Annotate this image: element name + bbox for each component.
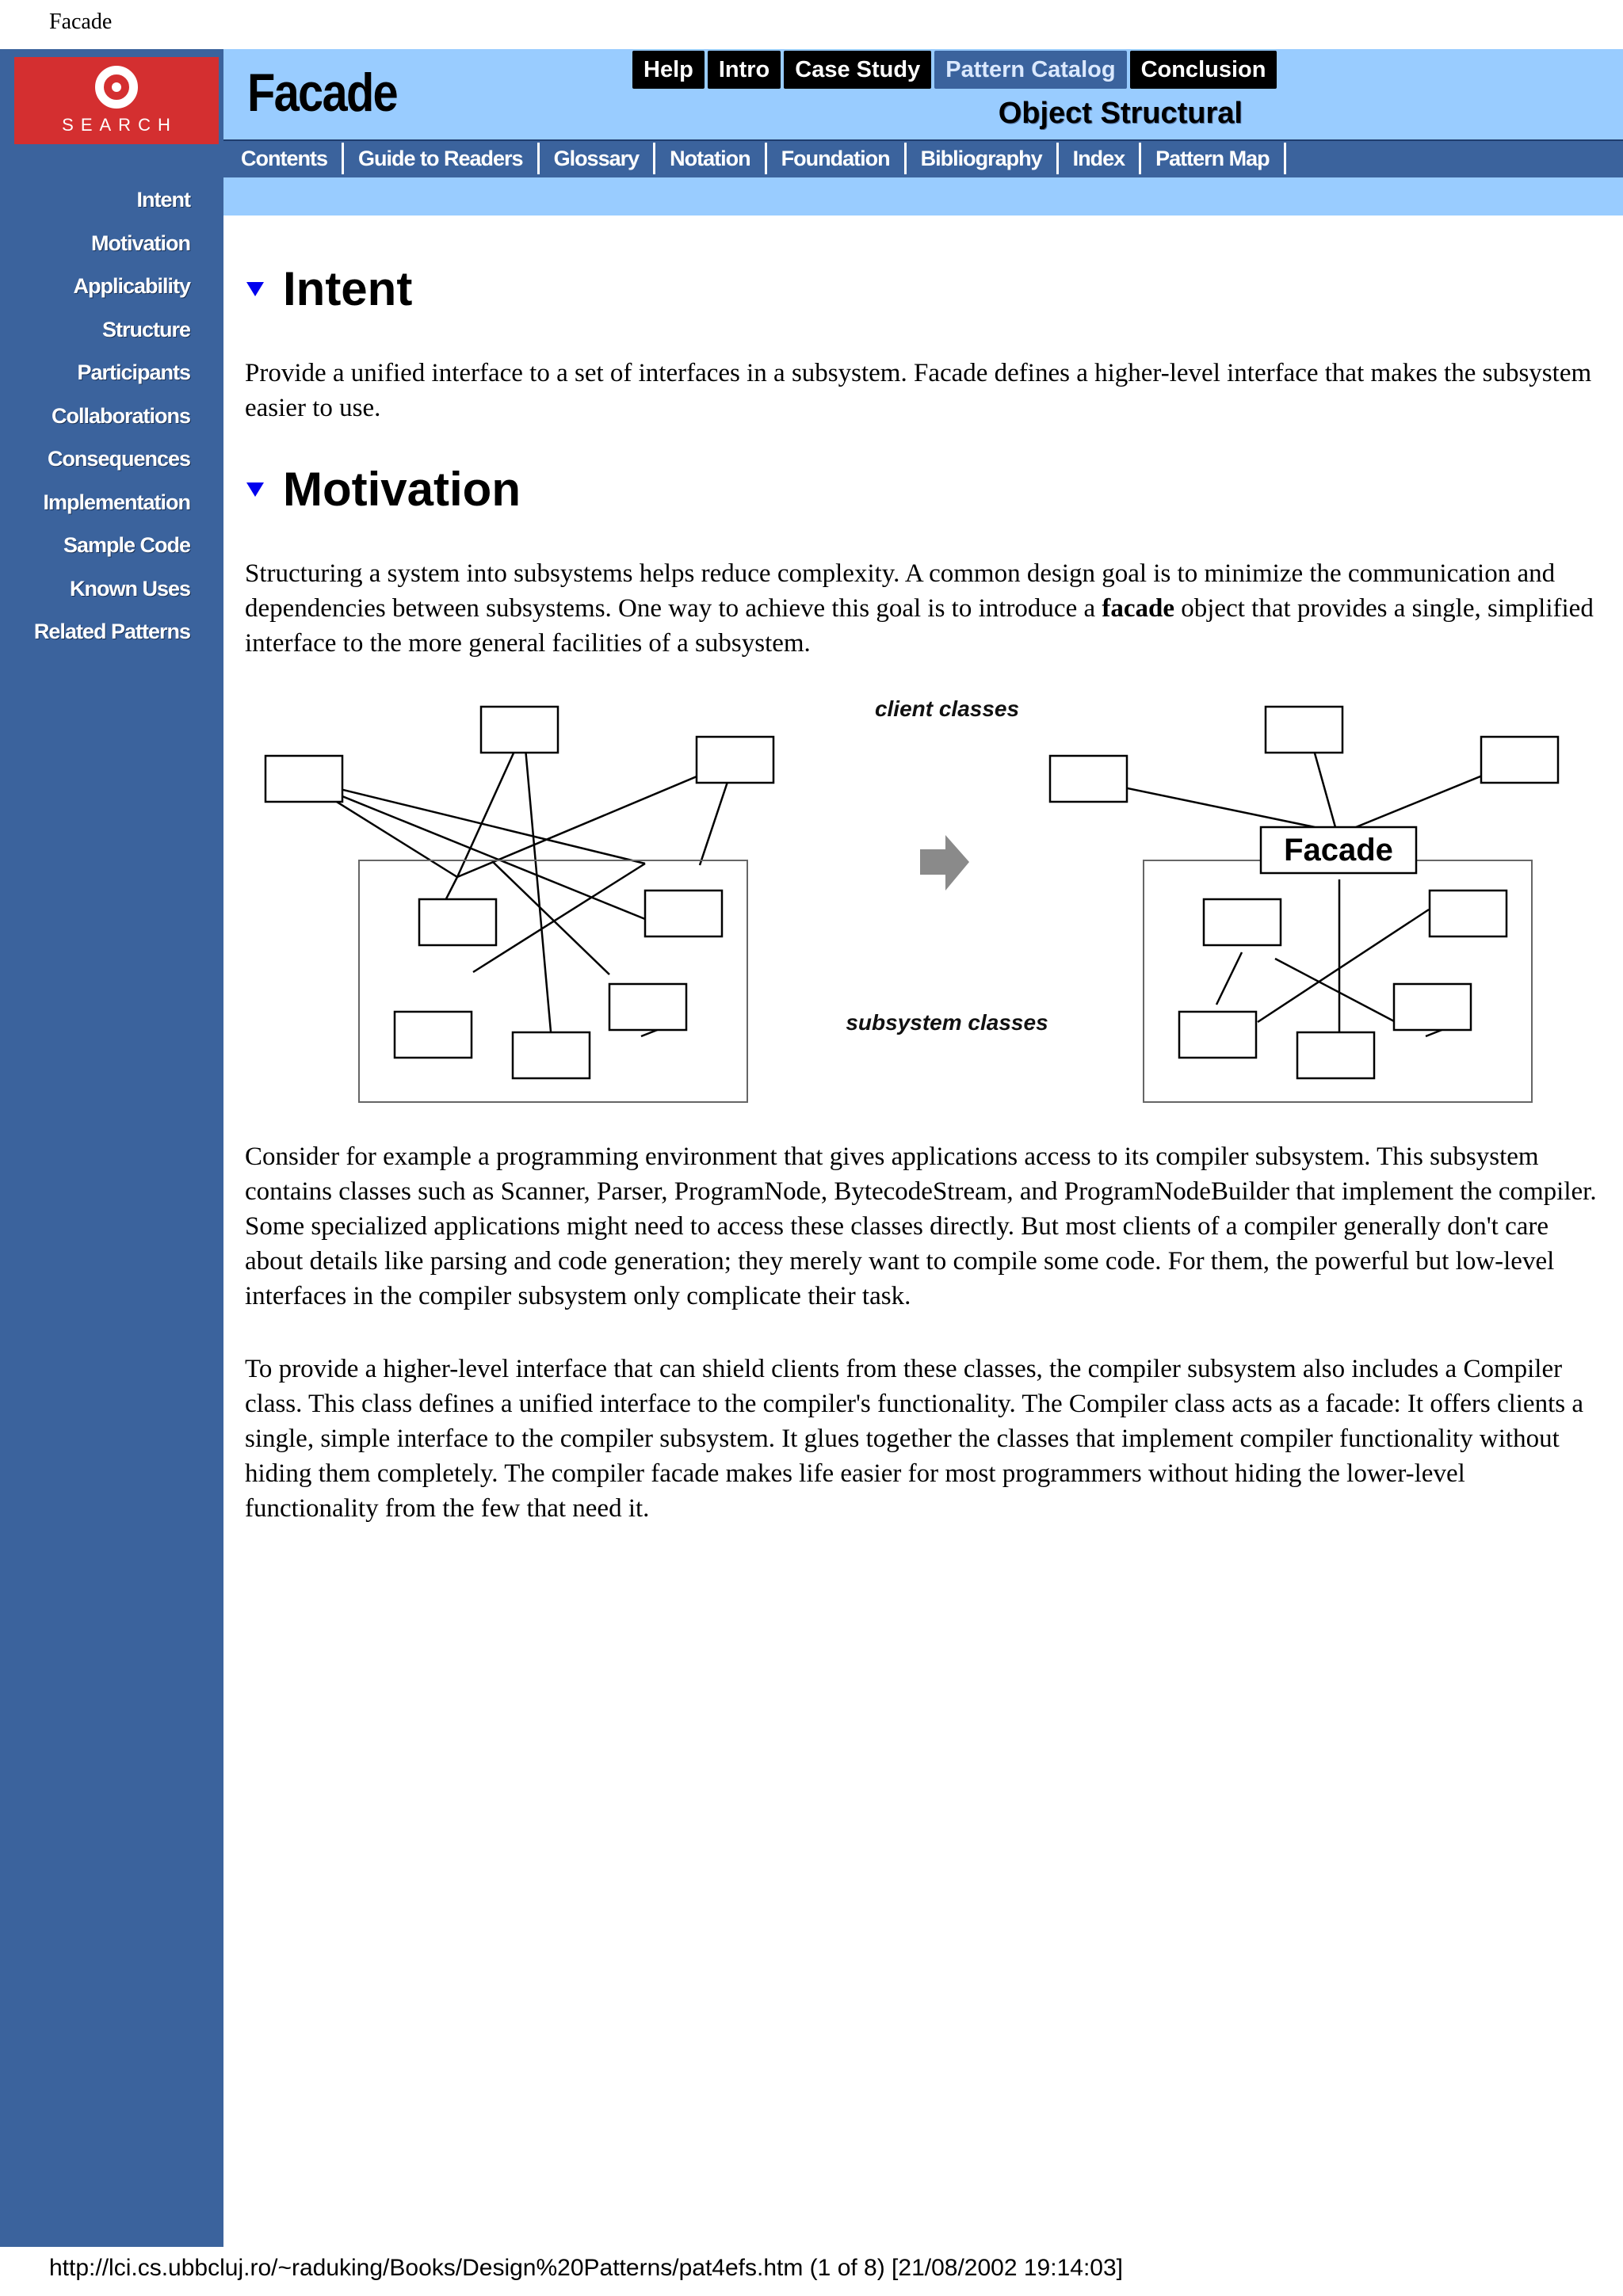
class-box: [419, 899, 496, 945]
diagram-line: [492, 861, 609, 974]
paragraph-compiler-facade: To provide a higher-level interface that can shield clients from these classes, the compiler subsystem also includes a Compiler class. This class defines a unified interface to the compiler's functionality. The Compiler class acts as a facade: It offers clients a single, simple interface to the compiler subsystem. It glues together the classes that implement compiler functionality without hiding them completely. The compiler facade makes life easier for most programmers without hiding the lower-level functionality from the few that need it.: [245, 1355, 1583, 1523]
sidebar-item-structure[interactable]: Structure: [101, 317, 190, 341]
arrow-right-icon: [920, 835, 969, 891]
class-box: [609, 984, 686, 1030]
sidebar-item-collaborations[interactable]: Collaborations: [51, 403, 190, 428]
sidebar-item-applicability[interactable]: Applicability: [73, 274, 190, 298]
subnav-pattern-map[interactable]: Pattern Map: [1141, 143, 1286, 174]
paragraph-compiler-example: Consider for example a programming environment that gives applications access to its compiler subsystem. This subsystem contains classes such as Scanner, Parser, ProgramNode, BytecodeStream, and ProgramNodeBuilder that implement the compiler. Some specialized applications might need to access these classes directly. But most clients of a compiler generally don't care about details like parsing and code generation; they merely want to compile some code. For them, the powerful but low-level interfaces in the compiler subsystem only complicate their task.: [245, 1142, 1597, 1310]
class-box: [1266, 707, 1342, 753]
motivation-text: [245, 556, 1604, 661]
subnav-guide-to-readers[interactable]: Guide to Readers: [344, 143, 540, 174]
pattern-category: Object Structural: [998, 97, 1243, 130]
tab-case-study[interactable]: Case Study: [784, 51, 931, 89]
sidebar-item-intent[interactable]: Intent: [136, 188, 190, 212]
sidebar-item-sample-code[interactable]: Sample Code: [63, 533, 190, 557]
motivation-text-part-2: object that provides a single, simplified interface to the more general facilities of a subsystem.: [245, 594, 1594, 658]
subnav-contents[interactable]: Contents: [227, 143, 344, 174]
triangle-down-icon: [246, 282, 264, 296]
motivation-text-part-1: Structuring a system into subsystems helps reduce complexity. A common design goal is to minimize the communication and dependencies between subsystems. One way to achieve this goal is to introduce a: [245, 559, 1556, 623]
class-box: [1204, 899, 1281, 945]
class-box: [395, 1012, 472, 1058]
subnav-bibliography[interactable]: Bibliography: [907, 143, 1059, 174]
subnav-bar: [223, 139, 1623, 177]
search-logo-label: SEARCH: [62, 115, 178, 135]
sidebar-item-known-uses[interactable]: Known Uses: [69, 576, 190, 601]
diagram-line: [1275, 959, 1396, 1022]
target-logo-icon: [95, 66, 138, 109]
search-logo[interactable]: [14, 57, 219, 144]
footer-url: http://lci.cs.ubbcluj.ro/~raduking/Books/Design%20Patterns/pat4efs.htm (1 of 8) [21/08/2002 19:14:03]: [49, 2255, 1123, 2281]
sidebar-item-motivation[interactable]: Motivation: [91, 231, 190, 255]
diagram-line: [524, 730, 551, 1032]
motivation-heading-label: Motivation: [283, 463, 521, 516]
class-box: [1430, 891, 1507, 936]
intent-heading-label: Intent: [283, 262, 413, 315]
top-tabs: [632, 51, 1277, 90]
class-box: [481, 707, 558, 753]
facade-diagram: [245, 683, 1604, 1127]
facade-diagram-svg: [245, 683, 1604, 1127]
subnav-notation[interactable]: Notation: [655, 143, 766, 174]
subnav-index[interactable]: Index: [1059, 143, 1142, 174]
class-box: [697, 737, 773, 783]
diagram-line: [457, 761, 735, 877]
subsystem-classes-label: subsystem classes: [846, 1010, 1048, 1035]
subnav-glossary[interactable]: Glossary: [540, 143, 656, 174]
facade-label: Facade: [1284, 833, 1393, 868]
intent-text: Provide a unified interface to a set of interfaces in a subsystem. Facade defines a higher-level interface that makes the subsystem easier to use.: [245, 359, 1592, 422]
diagram-line: [473, 864, 645, 972]
window-title: Facade: [49, 10, 113, 34]
diagram-line: [301, 780, 645, 919]
page-heading: Facade: [247, 63, 398, 123]
facade-bold-term: facade: [1102, 594, 1175, 623]
class-box: [1481, 737, 1558, 783]
class-box: [265, 756, 342, 802]
class-box: [1050, 756, 1127, 802]
class-box: [1179, 1012, 1256, 1058]
tab-intro[interactable]: Intro: [708, 51, 781, 89]
header-strip: [223, 177, 1623, 215]
sidebar-item-related-patterns[interactable]: Related Patterns: [33, 620, 190, 643]
main-content: [245, 261, 1604, 1526]
motivation-heading: [245, 462, 1604, 517]
class-box: [645, 891, 722, 936]
class-box: [1394, 984, 1471, 1030]
client-classes-label: client classes: [874, 696, 1020, 721]
tab-conclusion[interactable]: Conclusion: [1130, 51, 1277, 89]
diagram-line: [1216, 952, 1242, 1005]
sidebar-item-participants[interactable]: Participants: [77, 360, 190, 384]
tab-pattern-catalog[interactable]: Pattern Catalog: [934, 51, 1126, 89]
subnav-foundation[interactable]: Foundation: [767, 143, 907, 174]
intent-heading: [245, 261, 1604, 316]
tab-help[interactable]: Help: [632, 51, 705, 89]
sidebar-navigation: [0, 184, 190, 659]
triangle-down-icon: [246, 482, 264, 497]
diagram-line: [301, 780, 645, 864]
sidebar-item-implementation[interactable]: Implementation: [43, 490, 190, 514]
class-box: [513, 1032, 590, 1078]
sidebar-item-consequences[interactable]: Consequences: [47, 447, 190, 471]
class-box: [1297, 1032, 1374, 1078]
